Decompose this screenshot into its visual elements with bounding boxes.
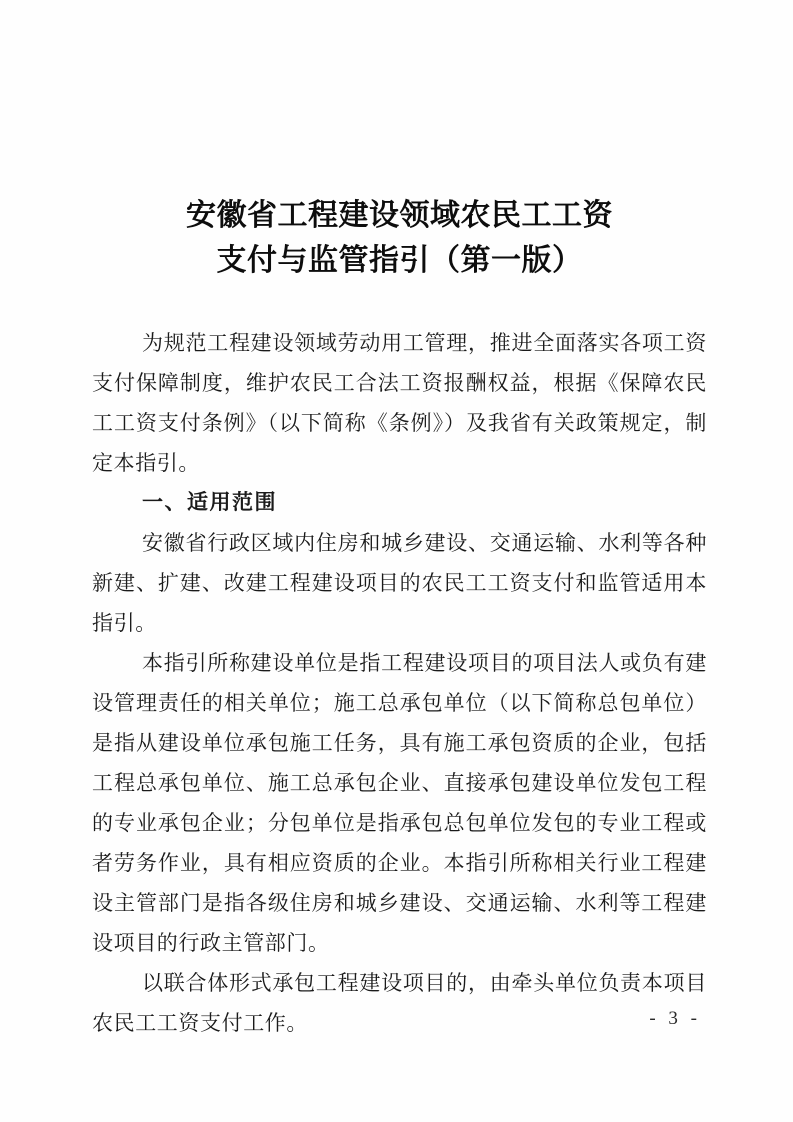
- paragraph-consortium: 以联合体形式承包工程建设项目的，由牵头单位负责本项目农民工工资支付工作。: [92, 971, 707, 1035]
- intro-paragraph: 为规范工程建设领域劳动用工管理，推进全面落实各项工资支付保障制度，维护农民工合法工资报酬权益，根据《保障农民工工资支付条例》（以下简称《条例》）及我省有关政策规定，制定本指引。: [92, 331, 707, 475]
- document-title: [92, 193, 707, 283]
- document-title-line-1: 安徽省工程建设领域农民工工资: [186, 199, 613, 232]
- document-body: [92, 323, 707, 1043]
- document-title-line-2: 支付与监管指引（第一版）: [216, 244, 583, 277]
- page-number: - 3 -: [649, 1008, 701, 1029]
- paragraph-definitions: 本指引所称建设单位是指工程建设项目的项目法人或负有建设管理责任的相关单位；施工总承包单位（以下简称总包单位）是指从建设单位承包施工任务，具有施工承包资质的企业，包括工程总承包单位、施工总承包企业、直接承包建设单位发包工程的专业承包企业；分包单位是指承包总包单位发包的专业工程或者劳务作业，具有相应资质的企业。本指引所称相关行业工程建设主管部门是指各级住房和城乡建设、交通运输、水利等工程建设项目的行政主管部门。: [92, 651, 707, 955]
- page-content: [92, 0, 707, 1043]
- section-heading-scope: 一、适用范围: [142, 491, 277, 514]
- paragraph-scope-overview: 安徽省行政区域内住房和城乡建设、交通运输、水利等各种新建、扩建、改建工程建设项目的农民工工资支付和监管适用本指引。: [92, 531, 707, 635]
